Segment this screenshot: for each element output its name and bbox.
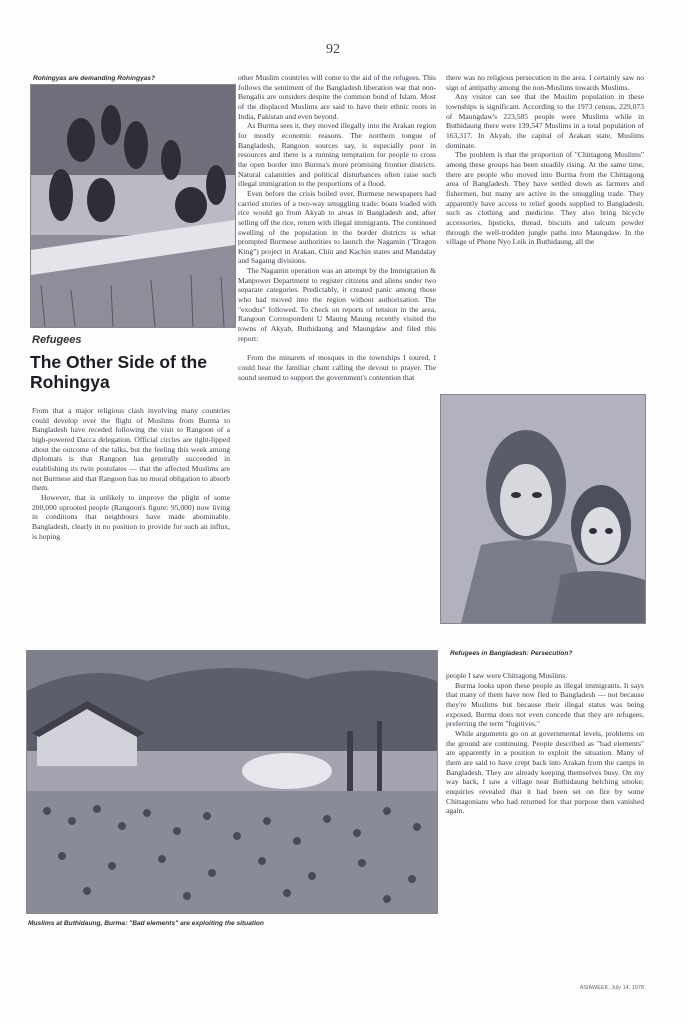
paragraph: While arguments go on at governmental levels, problems on the ground are continuing. People described as "bad elements" are apparently in a position to exploit the situation. Many of them are said to have crept back into Arakan from the camps in Bangladesh. They are already keeping themselves busy. On my way back, I saw a village near Buthidaung belching smoke; enquiries revealed that it had been set on fire by some Chittagonians who had returned for that purpose then vanished again. (446, 728, 644, 816)
paragraph: Burma looks upon these people as illegal immigrants. It says that many of them have now fled to Bangladesh — not because they're Muslims but because their illegal status was being exposed. Burma does not even concede that they are refugees, preferring the term "fugitives." (446, 680, 644, 729)
refugees-boat-photo (30, 84, 236, 328)
paragraph: From that a major religious clash involving many countries could develop over the flight of Muslims from Burma to Bangladesh have receded following the visit to Rangoon of a high-powered Dacca delegation. Official circles are tight-lipped about the outcome of the talks, but the feeling this week among diplomats is that Rangoon has generally succeeded in establishing its twin postulates — that the affected Muslims are not Burmese and that Rangoon has no moral obligation to absorb them. (32, 406, 230, 493)
paragraph: From the minarets of mosques in the townships I toured, I could hear the familiar chant calling the devout to prayer. The sound seemed to support the government's contention that (238, 353, 436, 382)
paragraph: other Muslim countries will come to the aid of the refugees. This follows the sentiment of the Bangladesh liberation war that non-Bengalis are outsiders despite the common bond of Islam. Most of the displaced Muslims are said to have their ethnic roots in India, Pakistan and even beyond. (238, 73, 436, 121)
bottom-photo-caption: Muslims at Buthidaung, Burma: "Bad elements" are exploiting the situation (28, 920, 264, 927)
middle-photo-caption: Refugees in Bangladesh: Persecution? (450, 650, 573, 657)
publication-footer: ASIAWEEK, July 14, 1978 (579, 985, 644, 991)
article-headline: The Other Side of the Rohingya (30, 352, 207, 392)
paragraph: However, that is unlikely to improve the plight of some 200,000 uprooted people (Rangoon's figure: 95,000) now living in conditions that neighbours have made abominable. Bangladesh, clearly in no position to provide for such an influx, is hoping (32, 492, 230, 541)
top-photo-caption: Rohingyas are demanding Rohingyas? (33, 75, 156, 82)
crowd-photo (26, 650, 438, 914)
paragraph: As Burma sees it, they moved illegally into the Arakan region for mostly economic reasons. The northern tongue of Bangladesh, Rangoon sources say, is especially poor in resources and there is a running temptation for people to cross the open border into Burma's more promising frontier districts. Natural calamities and political disturbances often raise such illegal immigration to the proportions of a flood. (238, 121, 436, 189)
paragraph: Even before the crisis boiled over, Burmese newspapers had carried stories of a two-way smuggling trade: boats loaded with rice would go from Akyab to areas in Bangladesh and, after selling off the rice, return with illegal immigrants. The continued swelling of the population in the border districts is what prompted Burmese authorities to launch the Nagamin ("Dragon King") project in Arakan, Chin and Kachin states and Mandalay and Sagaing divisions. (238, 188, 436, 266)
article-column-1 (32, 406, 230, 638)
paragraph: The problem is that the proportion of "Chittagong Muslims" among these groups has been steadily rising. At the same time, there are people who moved into Burma from the Chittagong area of Bangladesh. They have settled down as farmers and fishermen, but many are active in the smuggling trade. They apparently have access to relief goods supplied to Bangladesh, such as clothing and medicine. They also bring bicycle accessories, lipsticks, thread, biscuits and talcum powder through the well-trodden jungle paths into Maungdaw. In the village of Phone Nyo Leik in Buthidaung, all the (446, 150, 644, 247)
article-column-3 (446, 73, 644, 385)
paragraph: people I saw were Chittagong Muslims. (446, 671, 568, 680)
page-number: 92 (326, 42, 340, 57)
article-column-4 (446, 671, 644, 956)
paragraph: Any visitor can see that the Muslim population in these townships is significant. According to the 1973 census, 229,073 of Maungdaw's 223,585 people were Muslims while in Buthidaung there were 139,547 Muslims in a total population of 163,317. In Akyab, the capital of Arakan state, Muslims dominate. (446, 92, 644, 150)
section-kicker: Refugees (32, 334, 82, 346)
refugee-children-photo (440, 394, 646, 624)
paragraph: there was no religious persecution in the area. I certainly saw no sign of antipathy among the non-Muslims towards Muslims. (446, 73, 644, 92)
article-column-2 (238, 73, 436, 638)
paragraph: The Nagamin operation was an attempt by the Immigration & Manpower Department to register citizens and aliens under two separate categories. Predictably, it created panic among those who had moved into the region without authorisation. The "exodus" followed. To check on reports of tension in the area, Rangoon Correspondent U Maung Maung recently visited the towns of Akyab, Buthidaung and Maungdaw and filed this report: (238, 266, 436, 343)
